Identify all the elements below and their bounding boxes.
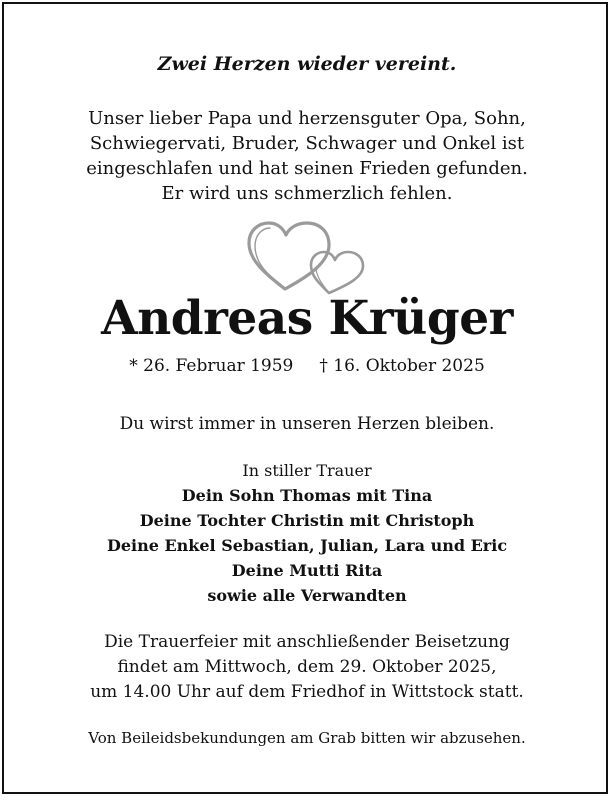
mourner-line: Deine Mutti Rita bbox=[231, 561, 383, 580]
ceremony-line: Die Trauerfeier mit anschließender Beisetzung bbox=[104, 632, 510, 652]
ceremony-info bbox=[0, 630, 614, 705]
mourner-line: Deine Tochter Christin mit Christoph bbox=[139, 511, 475, 530]
intro-text bbox=[0, 106, 614, 206]
death-date: † 16. Oktober 2025 bbox=[319, 356, 485, 376]
intro-line: eingeschlafen und hat seinen Frieden gefunden. bbox=[86, 158, 528, 179]
heading: Zwei Herzen wieder vereint. bbox=[157, 53, 457, 75]
mourner-line: Deine Enkel Sebastian, Julian, Lara und Eric bbox=[106, 536, 508, 555]
mourner-line: Dein Sohn Thomas mit Tina bbox=[181, 486, 433, 505]
ceremony-line: um 14.00 Uhr auf dem Friedhof in Wittstock statt. bbox=[90, 682, 524, 702]
quote: Du wirst immer in unseren Herzen bleiben. bbox=[119, 414, 495, 434]
condolence-note: Von Beileidsbekundungen am Grab bitten wir abzusehen. bbox=[88, 729, 526, 747]
ceremony-line: findet am Mittwoch, dem 29. Oktober 2025, bbox=[117, 657, 497, 677]
intro-line: Er wird uns schmerzlich fehlen. bbox=[161, 183, 453, 204]
life-dates bbox=[0, 356, 614, 376]
intro-line: Schwiegervati, Bruder, Schwager und Onkel ist bbox=[89, 133, 525, 154]
mourner-line: sowie alle Verwandten bbox=[207, 586, 407, 605]
intro-line: Unser lieber Papa und herzensguter Opa, Sohn, bbox=[88, 108, 526, 129]
deceased-name: Andreas Krüger bbox=[101, 291, 513, 346]
two-hearts-icon bbox=[245, 219, 370, 297]
mourning-intro: In stiller Trauer bbox=[242, 461, 372, 480]
mourners-block bbox=[0, 458, 614, 608]
birth-date: * 26. Februar 1959 bbox=[129, 356, 294, 376]
